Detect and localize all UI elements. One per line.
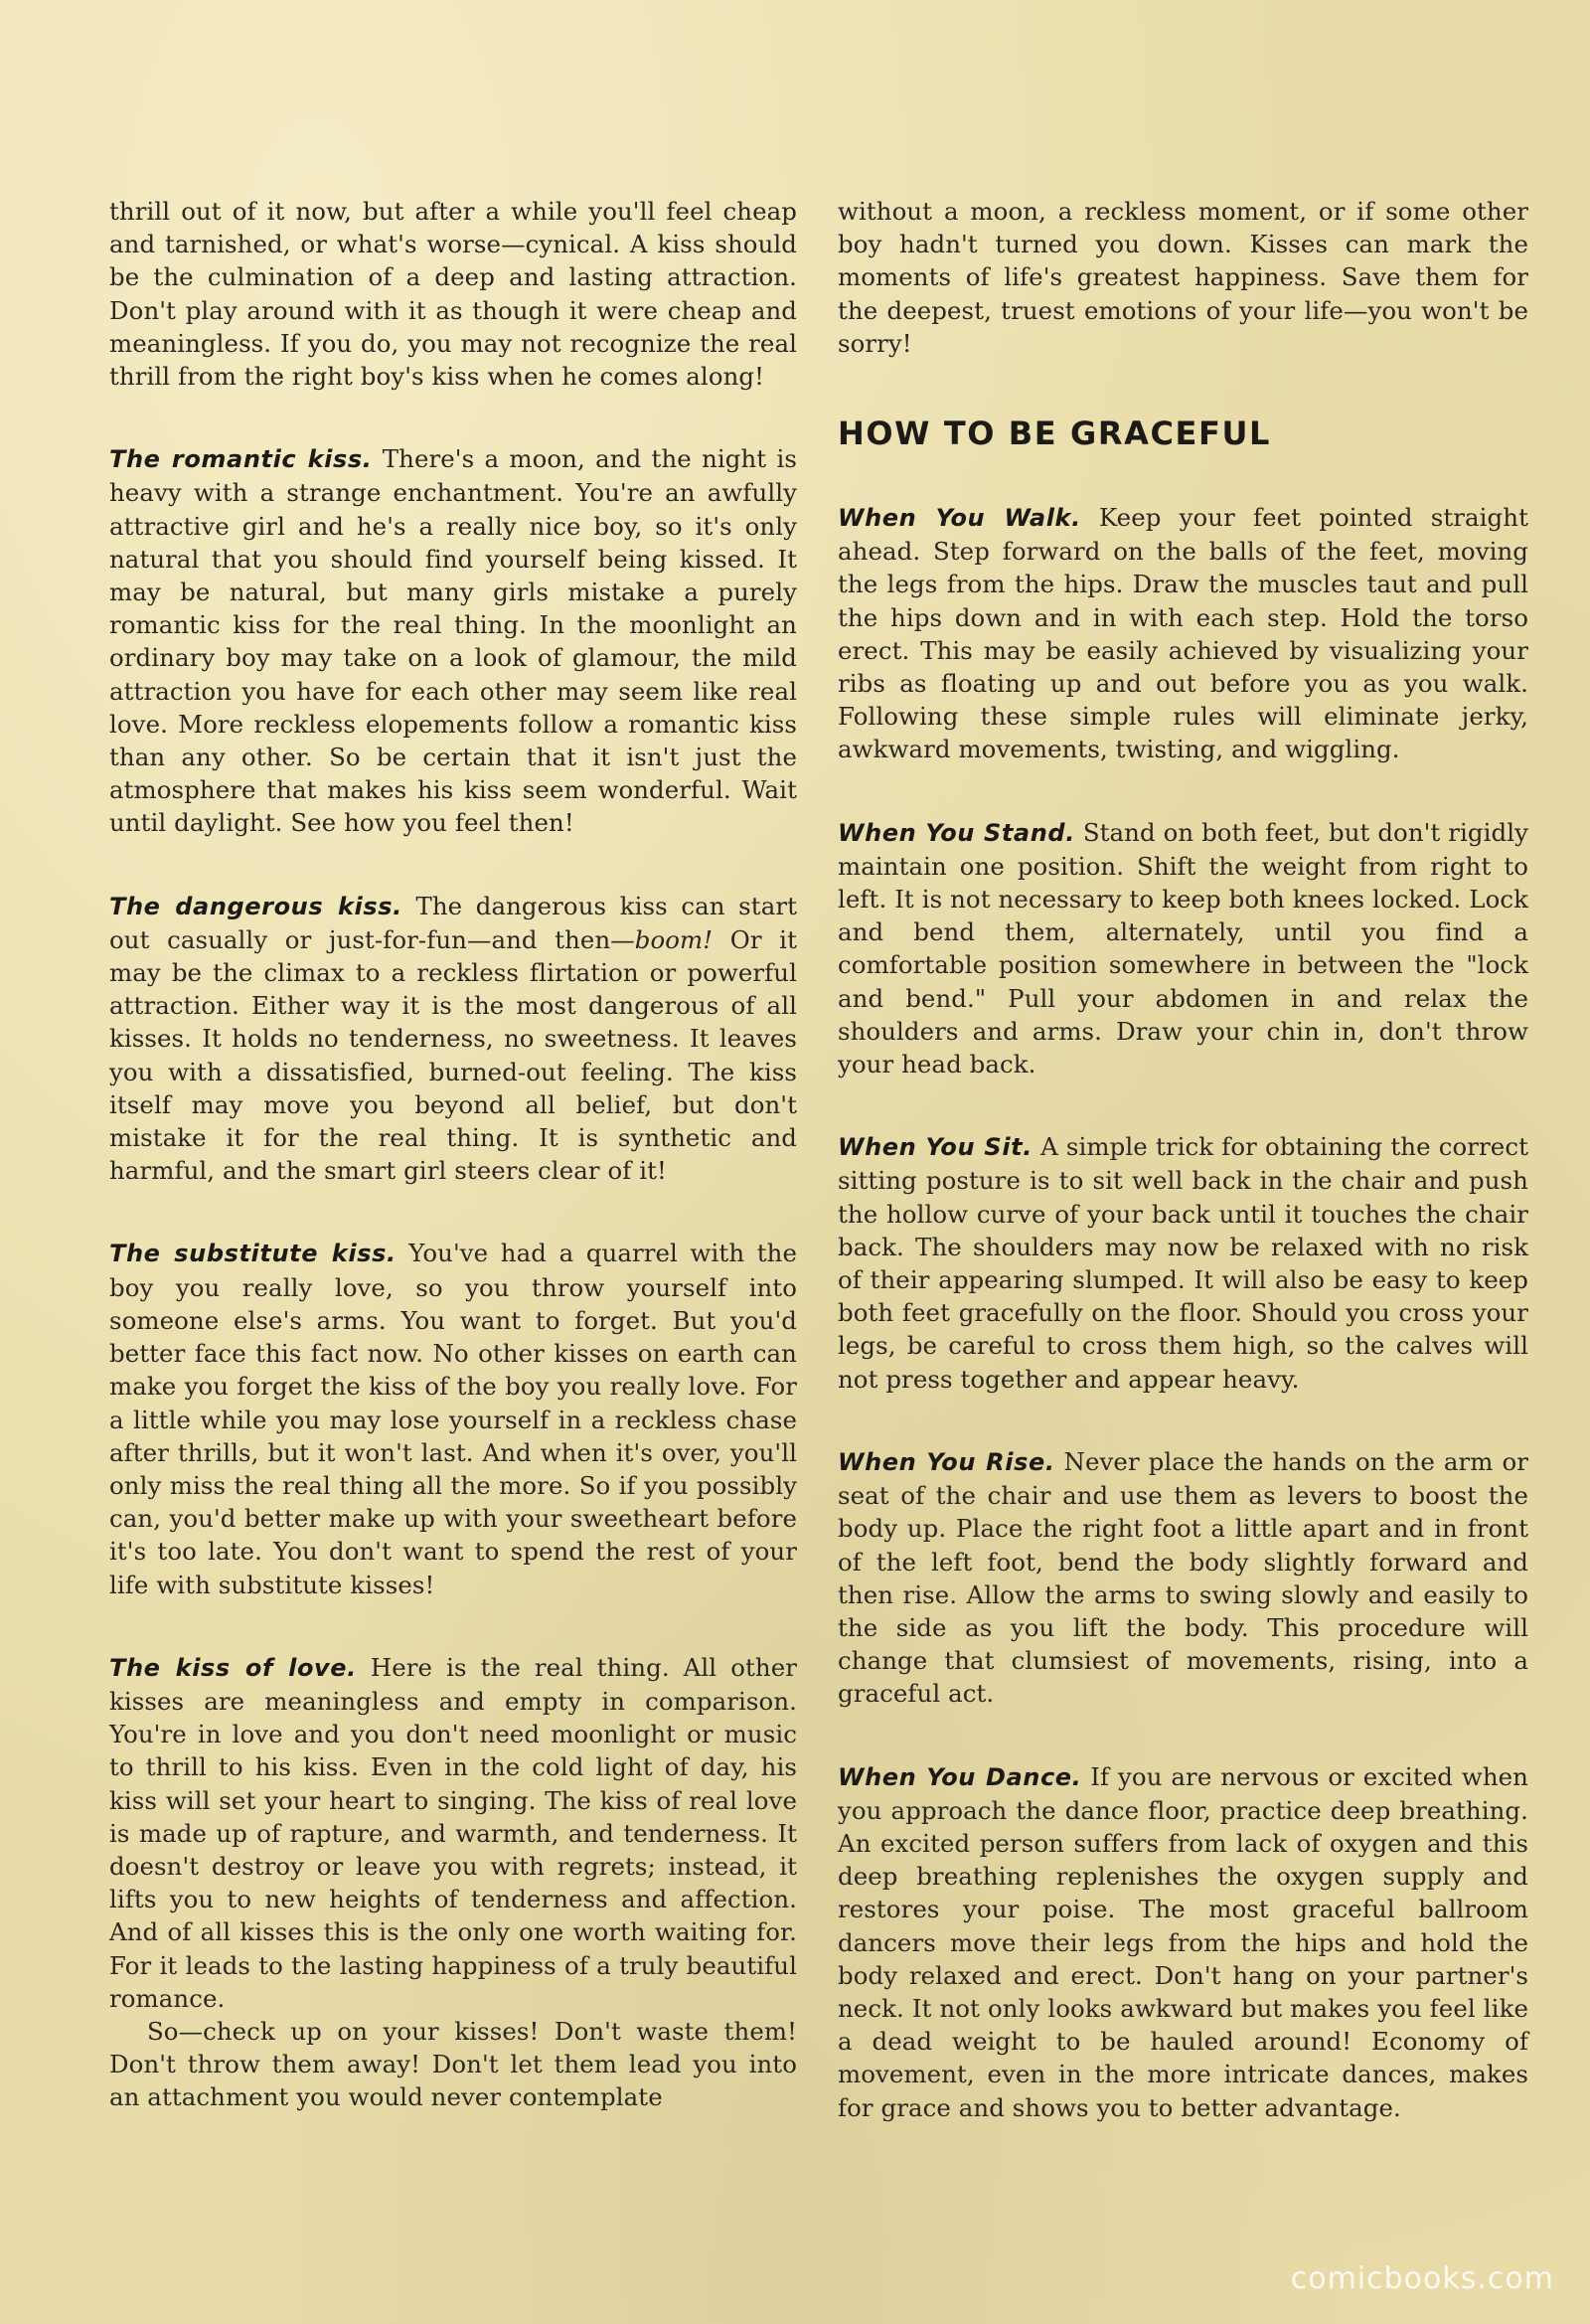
watermark: comicbooks.com	[1290, 2261, 1554, 2296]
section-when-you-stand	[838, 816, 1528, 1081]
walk-paragraph	[838, 501, 1528, 766]
dangerous-kiss-body-b: Or it may be the climax to a reckless flirtation or powerful attraction. Either way it is the most dangerous of all kisses. It holds no tenderness, no sweetness. It leaves you with a dissatisfied, burned-out feeling. The kiss itself may move you beyond all belief, but don't mistake it for the real thing. It is synthetic and harmful, and the smart girl steers clear of it!	[109, 924, 797, 1186]
section-dangerous-kiss	[109, 890, 797, 1188]
dangerous-kiss-boom: boom!	[634, 924, 714, 954]
rise-paragraph	[838, 1445, 1528, 1711]
kiss-of-love-body: Here is the real thing. All other kisses are meaningless and empty in comparison. You're in love and you don't need moonlight or music to thrill to his kiss. Even in the cold light of day, his kiss will set your heart to singing. The kiss of real love is made up of rapture, and warmth, and tenderness. It doesn't destroy or leave you with regrets; instead, it lifts you to new heights of tenderness and affection. And of all kisses this is the only one worth waiting for. For it leads to the lasting happiness of a truly beautiful romance.	[109, 1652, 797, 2013]
section-when-you-rise	[838, 1445, 1528, 1711]
stand-title: When You Stand.	[838, 818, 1075, 847]
rise-body: Never place the hands on the arm or seat of the chair and use them as levers to boost the body up. Place the right foot a little apart and in front of the left foot, bend the body slightly forward and then rise. Allow the arms to swing slowly and easily to the side as you lift the body. This procedure will change that clumsiest of movements, rising, into a graceful act.	[838, 1446, 1529, 1709]
opening-text: thrill out of it now, but after a while you'll feel cheap and tarnished, or what's worse—cynical. A kiss should be the culmination of a deep and lasting attraction. Don't play around with it as though it were cheap and meaningless. If you do, you may not recognize the real thrill from the right boy's kiss when he comes along!	[109, 197, 797, 392]
right-column	[838, 195, 1528, 2124]
closing-paragraph: So—check up on your kisses! Don't waste them! Don't throw them away! Don't let them lead you into an attachment you would never contemplate	[109, 2016, 797, 2112]
stand-body: Stand on both feet, but don't rigidly maintain one position. Shift the weight from right to left. It is not necessary to keep both knees locked. Lock and bend them, alternately, until you find a comfortable position somewhere in between the "lock and bend." Pull your abdomen in and relax the shoulders and arms. Draw your chin in, don't throw your head back.	[838, 817, 1529, 1079]
sit-body: A simple trick for obtaining the correct sitting posture is to sit well back in the chair and push the hollow curve of your back until it touches the chair back. The shoulders may now be relaxed with no risk of their appearing slumped. It will also be easy to keep both feet gracefully on the floor. Should you cross your legs, be careful to cross them high, so the calves will not press together and appear heavy.	[838, 1132, 1528, 1394]
dangerous-kiss-title: The dangerous kiss.	[109, 892, 402, 920]
substitute-kiss-title: The substitute kiss.	[109, 1240, 397, 1268]
section-when-you-walk	[838, 501, 1528, 766]
kiss-of-love-paragraph	[109, 1651, 797, 2015]
romantic-kiss-paragraph	[109, 442, 797, 839]
section-romantic-kiss	[109, 442, 797, 839]
dance-paragraph	[838, 1760, 1528, 2124]
kiss-of-love-title: The kiss of love.	[109, 1653, 357, 1682]
sit-paragraph	[838, 1130, 1528, 1396]
section-heading: HOW TO BE GRACEFUL	[838, 415, 1272, 453]
continuation-paragraph	[838, 195, 1528, 360]
substitute-kiss-body: You've had a quarrel with the boy you really love, so you throw yourself into someone else's arms. You want to forget. But you'd better face this fact now. No other kisses on earth can make you forget the kiss of the boy you really love. For a little while you may lose yourself in a reckless chase after thrills, but it won't last. And when it's over, you'll only miss the real thing all the more. So if you possibly can, you'd better make up with your sweetheart before it's too late. You don't want to spend the rest of your life with substitute kisses!	[109, 1239, 797, 1599]
walk-body: Keep your feet pointed straight ahead. Step forward on the balls of the feet, moving the legs from the hips. Draw the muscles taut and pull the hips down and in with each step. Hold the torso erect. This may be easily achieved by visualizing your ribs as floating up and out before you as you walk. Following these simple rules will eliminate jerky, awkward movements, twisting, and wiggling.	[838, 503, 1528, 764]
sit-title: When You Sit.	[838, 1133, 1033, 1162]
section-substitute-kiss	[109, 1237, 797, 1600]
left-column	[109, 195, 797, 2114]
continuation-text: without a moon, a reckless moment, or if some other boy hadn't turned you down. Kisses can mark the moments of life's greatest happiness. Save them for the deepest, truest emotions of your life—you won't be sorry!	[838, 197, 1528, 358]
opening-paragraph	[109, 195, 797, 393]
section-kiss-of-love	[109, 1651, 797, 2114]
section-when-you-dance	[838, 1760, 1528, 2124]
dangerous-kiss-body-a: The dangerous kiss can start out casually or just-for-fun—and then—	[109, 891, 797, 954]
romantic-kiss-body: There's a moon, and the night is heavy with a strange enchantment. You're an awfully attractive girl and he's a really nice boy, so it's only natural that you should find yourself being kissed. It may be natural, but many girls mistake a purely romantic kiss for the real thing. In the moonlight an ordinary boy may take on a look of glamour, the mild attraction you have for each other may seem like real love. More reckless elopements follow a romantic kiss than any other. So be certain that it isn't just the atmosphere that makes his kiss seem wonderful. Wait until daylight. See how you feel then!	[109, 444, 797, 838]
dance-title: When You Dance.	[838, 1762, 1082, 1791]
substitute-kiss-paragraph	[109, 1237, 797, 1600]
walk-title: When You Walk.	[838, 504, 1081, 533]
romantic-kiss-title: The romantic kiss.	[109, 445, 373, 474]
rise-title: When You Rise.	[838, 1447, 1055, 1476]
dangerous-kiss-paragraph	[109, 890, 797, 1188]
stand-paragraph	[838, 816, 1528, 1081]
dance-body: If you are nervous or excited when you approach the dance floor, practice deep breathing. An excited person suffers from lack of oxygen and this deep breathing replenishes the oxygen supply and restores your poise. The most graceful ballroom dancers move their legs from the hips and hold the body relaxed and erect. Don't hang on your partner's neck. It not only looks awkward but makes you feel like a dead weight to be hauled around! Economy of movement, even in the more intricate dances, makes for grace and shows you to better advantage.	[838, 1761, 1528, 2122]
section-when-you-sit	[838, 1130, 1528, 1396]
